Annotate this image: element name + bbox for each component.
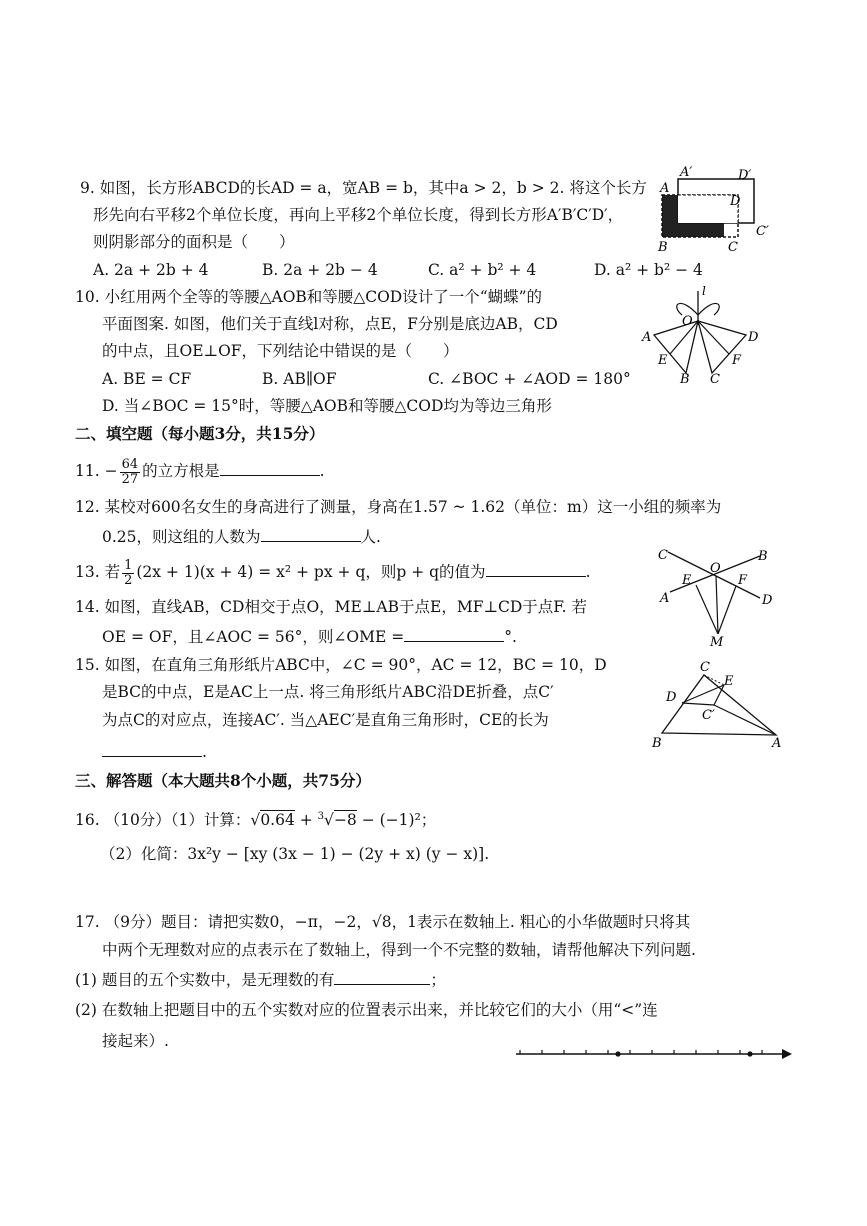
q10-option-d[interactable]: D. 当∠BOC = 15°时，等腰△AOB和等腰△COD均为等边三角形 (102, 397, 552, 415)
q12-text-b: 人. (360, 528, 381, 546)
q10-option-a[interactable]: A. BE = CF (102, 370, 192, 388)
q13 (75, 553, 591, 591)
q11-suffix: 的立方根是 (142, 462, 220, 480)
q17-line-2: 中两个无理数对应的点表示在了数轴上，得到一个不完整的数轴，请帮他解决下列问题. (102, 941, 696, 959)
q13-fraction (122, 559, 134, 588)
q14-line-2 (102, 625, 517, 647)
q16-radicand-1: 0.64 (260, 811, 295, 830)
q15-label: E (724, 674, 734, 689)
q9-option-d[interactable]: D. a² + b² − 4 (594, 261, 703, 279)
q14-label: O (710, 561, 721, 576)
q17-text-a: (1) 题目的五个实数中，是无理数的有 (75, 971, 335, 989)
q17-text-b: ； (430, 971, 446, 989)
q12-line-1: 12. 某校对600名女生的身高进行了测量，身高在1.57 ~ 1.62（单位：m）这一小组的频率为 (75, 498, 722, 516)
q14-label: C (658, 548, 668, 563)
q17-line-3 (75, 968, 446, 990)
q16-line-1 (75, 804, 436, 833)
q14-label: B (758, 549, 768, 564)
cbrt-sign: √ (324, 811, 334, 830)
q9-label: B (658, 240, 668, 255)
q9-label: D (730, 194, 741, 209)
q10-label: l (702, 285, 706, 298)
q15-triangle-figure (648, 655, 788, 750)
q9-option-c[interactable]: C. a² + b² + 4 (428, 261, 537, 279)
q13-denominator: 2 (124, 572, 133, 588)
q14-intersecting-lines-figure (650, 542, 780, 650)
q11-fraction (120, 458, 141, 487)
q11-denominator: 27 (121, 471, 139, 487)
q10-label: F (732, 353, 742, 368)
q10-option-b[interactable]: B. AB∥OF (262, 370, 337, 388)
q10-label: B (680, 372, 690, 385)
q15-line-1: 15. 如图，在直角三角形纸片ABC中，∠C = 90°，AC = 12，BC = 10，D (75, 656, 607, 674)
q15-line-4 (102, 740, 207, 762)
q12-text-a: 0.25，则这组的人数为 (102, 528, 261, 546)
q14-label: A (660, 591, 670, 606)
sqrt-sign: √ (250, 811, 261, 830)
q9-rectangle-figure (650, 165, 780, 260)
q15-label: C (700, 660, 710, 675)
q11-prefix: 11. − (75, 462, 118, 480)
q15-label: B (652, 736, 662, 750)
q15-line-2: 是BC的中点，E是AC上一点. 将三角形纸片ABC沿DE折叠，点C′ (102, 683, 554, 701)
q14-answer-blank[interactable] (404, 625, 504, 642)
q9-option-b[interactable]: B. 2a + 2b − 4 (262, 261, 378, 279)
q9-label: A′ (680, 165, 693, 180)
q14-text-a: OE = OF，且∠AOC = 56°，则∠OME = (102, 628, 405, 646)
q16-root-index: 3 (317, 811, 325, 822)
q14-label: E (682, 573, 692, 588)
q17-line-5: 接起来）. (102, 1032, 169, 1050)
number-line-point (615, 1051, 620, 1056)
q13-prefix: 13. 若 (75, 563, 121, 581)
q10-label: A (642, 330, 652, 345)
q13-numerator: 1 (124, 557, 133, 573)
q12-answer-blank[interactable] (261, 525, 361, 542)
q14-text-b: °. (504, 628, 517, 646)
q15-line-3: 为点C的对应点，连接AC′. 当△AEC′是直角三角形时，CE的长为 (102, 711, 549, 729)
q9-line-3: 则阴影部分的面积是（ ） (93, 233, 295, 251)
number-line-point (747, 1051, 752, 1056)
q14-label: F (738, 573, 748, 588)
q16-text-a: 16. （10分）（1）计算： (75, 811, 251, 830)
q15-label: A (772, 736, 782, 750)
q15-answer-blank[interactable] (102, 740, 202, 757)
q10-line-1: 10. 小红用两个全等的等腰△AOB和等腰△COD设计了一个“蝴蝶”的 (75, 288, 543, 306)
q9-label: A (660, 181, 670, 196)
q9-label: C (728, 240, 738, 255)
q17-number-line[interactable] (512, 1044, 794, 1064)
q15-label: C′ (702, 708, 715, 723)
q11-end: . (319, 462, 325, 480)
section-3-heading: 三、解答题（本大题共8个小题，共75分） (75, 771, 371, 790)
q16-radicand-2: −8 (333, 811, 357, 830)
q10-label: E (658, 353, 668, 368)
q15-label: D (666, 690, 677, 705)
q16-text-b: − (−1)²； (356, 811, 437, 830)
q17-line-1: 17. （9分）题目：请把实数0，−π，−2，√8，1表示在数轴上. 粗心的小华做题时只将其 (75, 913, 691, 931)
q13-answer-blank[interactable] (486, 560, 586, 577)
q13-end: . (585, 563, 591, 581)
q10-line-2: 平面图案. 如图，他们关于直线l对称，点E，F分别是底边AB，CD (102, 315, 558, 333)
q10-label: C (710, 372, 720, 385)
q9-option-a[interactable]: A. 2a + 2b + 4 (93, 261, 209, 279)
q16-plus: + (294, 811, 318, 830)
q11-answer-blank[interactable] (220, 459, 320, 476)
q14-label: D (762, 593, 773, 608)
q10-option-c[interactable]: C. ∠BOC + ∠AOD = 180° (428, 370, 631, 388)
q9-line-2: 形先向右平移2个单位长度，再向上平移2个单位长度，得到长方形A′B′C′D′， (93, 206, 624, 224)
q9-label: D′ (738, 168, 752, 183)
q16-line-2: （2）化简：3x²y − [xy (3x − 1) − (2y + x) (y − x)]. (100, 845, 490, 863)
q10-butterfly-figure (640, 285, 780, 385)
section-2-heading: 二、填空题（每小题3分，共15分） (75, 424, 325, 443)
q14-line-1: 14. 如图，直线AB，CD相交于点O，ME⊥AB于点E，MF⊥CD于点F. 若 (75, 598, 588, 616)
q9-label: C′ (756, 224, 769, 239)
q10-line-3: 的中点，且OE⊥OF，下列结论中错误的是（ ） (102, 342, 459, 360)
q11 (75, 452, 325, 490)
q10-label: O (682, 314, 693, 329)
q10-label: D (748, 330, 759, 345)
q15-end: . (202, 743, 207, 761)
q13-middle: (2x + 1)(x + 4) = x² + px + q，则p + q的值为 (136, 563, 486, 581)
q17-line-4: (2) 在数轴上把题目中的五个实数对应的位置表示出来，并比较它们的大小（用“<”连 (75, 1001, 658, 1019)
q17-answer-blank[interactable] (334, 968, 430, 985)
q12-line-2 (102, 525, 381, 547)
q9-line-1: 9. 如图，长方形ABCD的长AD = a，宽AB = b，其中a > 2，b > 2. 将这个长方 (80, 179, 647, 197)
q11-numerator: 64 (121, 456, 139, 472)
q14-label: M (710, 635, 724, 650)
